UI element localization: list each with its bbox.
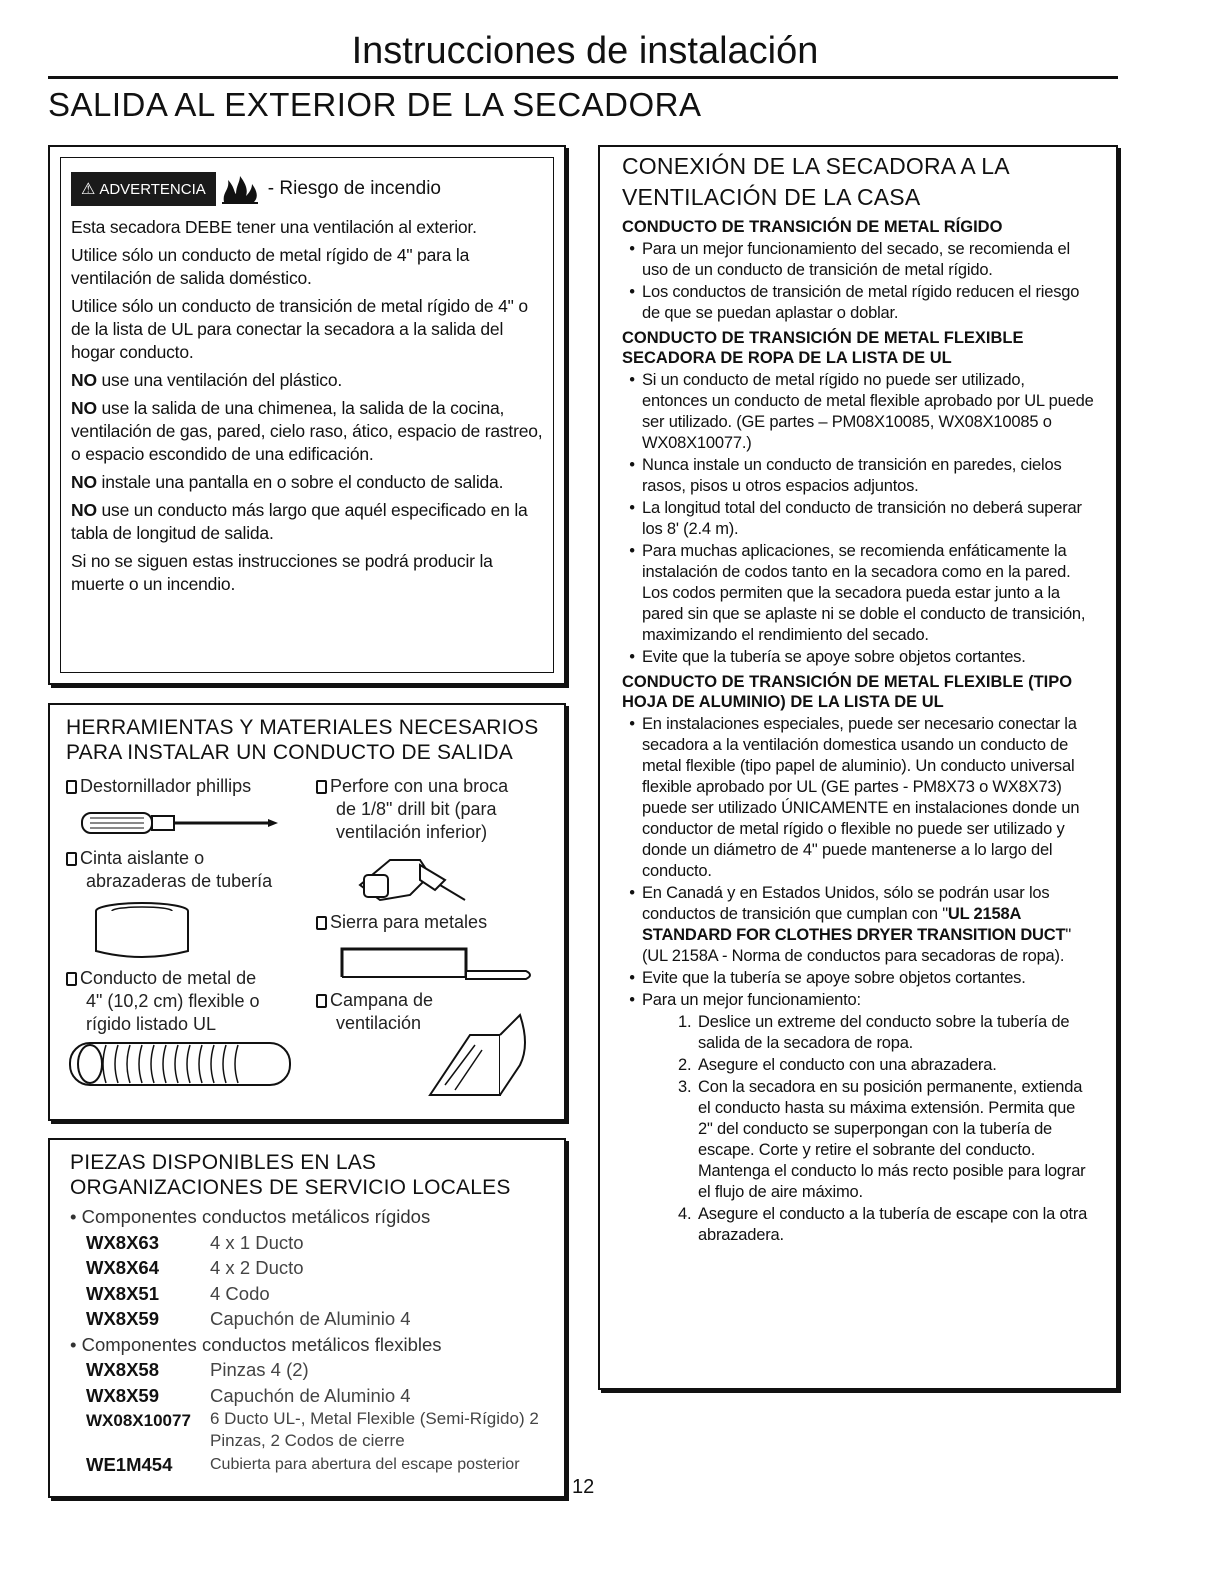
bullet-icon: • (629, 240, 635, 258)
tools-box (48, 703, 566, 1121)
tool-vent-hood (316, 989, 433, 1035)
bullet-text: Para muchas aplicaciones, se recomienda enfáticamente la instalación de codos tanto en la secadora como en la pared. Los codos permiten que la secadora pueda estar junto a la pared sin que se aplaste ni se doble el conducto de transición, maximizando el rendimiento del secado. (642, 542, 1086, 644)
bullet-icon: • (629, 542, 635, 560)
bullet-text: En instalaciones especiales, puede ser necesario conectar la secadora a la ventilación domestica usando un conducto de metal flexible (tipo papel de aluminio). Un conducto universal flexible aprobado por UL (GE partes - PM8X73 o WX8X73) puede ser utilizado ÚNICAMENTE en instalaciones donde un conductor de metal rígido o flexible no puede ser utilizado y donde un diámetro de 4" puede mantenerse a lo largo del conducto. (642, 715, 1080, 880)
screwdriver-icon (80, 808, 280, 838)
connection-heading: VENTILACIÓN DE LA CASA (622, 184, 921, 210)
bullet-item (622, 541, 1094, 646)
bullet-text: La longitud total del conducto de transición no deberá superar los 8' (2.4 m). (642, 499, 1082, 538)
step-number: 3. (678, 1078, 692, 1096)
parts-heading: PIEZAS DISPONIBLES EN LAS (70, 1151, 377, 1174)
section-title: SALIDA AL EXTERIOR DE LA SECADORA (48, 86, 702, 123)
bullet-text: Evite que la tubería se apoye sobre objetos cortantes. (642, 648, 1026, 666)
bullet-icon: • (629, 991, 635, 1009)
bullet-icon: • (629, 648, 635, 666)
no-text: use un conducto más largo que aquél especificado en la tabla de longitud de salida. (71, 500, 528, 543)
step-number: 4. (678, 1205, 692, 1223)
header-rule (48, 76, 1118, 79)
part-code: WX08X10077 (86, 1411, 191, 1430)
tape-roll-icon (92, 901, 192, 961)
tool-label: abrazaderas de tubería (86, 871, 273, 891)
warning-text: Utilice sólo un conducto de transición de metal rígido de 4" o de la lista de UL para conectar la secadora a la salida del hogar conducto. (71, 296, 528, 362)
fire-icon (220, 174, 260, 204)
drill-icon (350, 845, 470, 905)
bullet-item (622, 455, 1094, 497)
tool-label: Destornillador phillips (80, 776, 252, 796)
text-part: En Canadá y en Estados Unidos, sólo se podrán usar los conductos de transición que cumplan con " (642, 884, 1050, 923)
no-label: NO (71, 472, 97, 492)
step-text: Deslice un extreme del conducto sobre la tubería de salida de la secadora de ropa. (698, 1013, 1070, 1052)
checkbox-icon (316, 780, 327, 794)
bullet-item (622, 370, 1094, 454)
tool-saw (316, 911, 487, 934)
vent-hood-icon (420, 1005, 530, 1105)
bullet-item (622, 498, 1094, 540)
checkbox-icon (316, 994, 327, 1008)
standard-name: UL 2158A STANDARD FOR CLOTHES DRYER TRANSITION DUCT (642, 905, 1066, 944)
checkbox-icon (66, 780, 77, 794)
tool-label: Conducto de metal de (80, 968, 257, 988)
bullet-text: Los conductos de transición de metal rígido reducen el riesgo de que se puedan aplastar o doblar. (642, 283, 1080, 322)
checkbox-icon (316, 916, 327, 930)
text-part: " (UL 2158A - Norma de conductos para secadoras de ropa). (642, 926, 1072, 965)
bullet-text: Nunca instale un conducto de transición en paredes, cielos rasos, pisos u otros espacios adjuntos. (642, 456, 1062, 495)
part-row (70, 1255, 544, 1281)
part-row (70, 1230, 544, 1256)
numbered-step (622, 1055, 1094, 1076)
numbered-step (622, 1012, 1094, 1054)
warning-inner (60, 157, 554, 673)
warning-badge (71, 172, 216, 206)
parts-heading: ORGANIZACIONES DE SERVICIO LOCALES (70, 1176, 511, 1199)
foil-subheading: CONDUCTO DE TRANSICIÓN DE METAL FLEXIBLE (TIPO HOJA DE ALUMINIO) DE LA LISTA DE UL (622, 673, 1073, 711)
part-desc: Capuchón de Aluminio 4 (210, 1384, 411, 1406)
parts-box (48, 1138, 566, 1498)
page-number: 12 (572, 1476, 595, 1498)
no-text: use la salida de una chimenea, la salida de la cocina, ventilación de gas, pared, cielo raso, ático, espacio de rastreo, o espacio escondido de una edificación. (71, 398, 543, 464)
bullet-text: Para un mejor funcionamiento del secado, se recomienda el uso de un conducto de transición de metal rígido. (642, 240, 1070, 279)
bullet-icon: • (629, 715, 635, 733)
part-code: WX8X59 (86, 1384, 160, 1406)
bullet-icon: • (629, 884, 635, 902)
warning-risk-label: - Riesgo de incendio (267, 178, 441, 199)
part-row (70, 1408, 544, 1452)
bullet-text (642, 883, 1094, 967)
bullet-item (622, 239, 1094, 281)
tool-tape (66, 847, 272, 893)
warning-header (71, 172, 543, 206)
bullet-icon: • (629, 456, 635, 474)
connection-heading: CONEXIÓN DE LA SECADORA A LA (622, 153, 1010, 179)
tool-duct (66, 967, 259, 1036)
step-text: Con la secadora en su posición permanente, extienda el conducto hasta su máxima extensión. Permita que 2" del conducto se superpongan con la tubería de escape. Corte y retire el sobrante del conducto. Mantenga el conducto lo más recto posible para lograr el flujo de aire máximo. (698, 1078, 1086, 1201)
bullet-item (622, 990, 1094, 1011)
step-text: Asegure el conducto con una abrazadera. (698, 1056, 997, 1074)
part-row (70, 1281, 544, 1307)
category-label: Componentes conductos metálicos rígidos (81, 1206, 431, 1227)
connection-box (598, 145, 1118, 1390)
part-code: WX8X58 (86, 1359, 160, 1380)
no-label: NO (71, 398, 97, 418)
part-code: WX8X51 (86, 1282, 160, 1304)
tool-label: Perfore con una broca (330, 776, 509, 796)
no-label: NO (71, 370, 97, 390)
warning-no-item (71, 397, 543, 466)
step-number: 1. (678, 1013, 692, 1031)
numbered-step (622, 1204, 1094, 1246)
bullet-icon: • (629, 283, 635, 301)
part-desc: 6 Ducto UL-, Metal Flexible (Semi-Rígido) 2 Pinzas, 2 Codos de cierre (210, 1409, 539, 1450)
bullet-item (622, 968, 1094, 989)
step-number: 2. (678, 1056, 692, 1074)
part-code: WX8X64 (86, 1257, 160, 1278)
part-desc: Pinzas 4 (2) (210, 1359, 309, 1380)
bullet-text: Para un mejor funcionamiento: (642, 991, 861, 1009)
category-label: Componentes conductos metálicos flexibles (81, 1333, 442, 1355)
warning-no-item (71, 499, 543, 545)
hacksaw-icon (336, 943, 536, 983)
flexible-duct-icon (66, 1039, 294, 1089)
parts-category: • Componentes conductos metálicos rígidos (70, 1206, 431, 1227)
checkbox-icon (66, 852, 77, 866)
tool-label: 4" (10,2 cm) flexible o (86, 991, 260, 1011)
part-desc: 4 x 2 Ducto (210, 1257, 304, 1278)
part-code: WX8X59 (86, 1308, 160, 1329)
tool-label: ventilación (336, 1013, 422, 1033)
tool-label: Sierra para metales (330, 912, 488, 932)
warning-no-item (71, 369, 543, 392)
part-desc: 4 x 1 Ducto (210, 1231, 304, 1253)
flex-subheading: CONDUCTO DE TRANSICIÓN DE METAL FLEXIBLE SECADORA DE ROPA DE LA LISTA DE UL (622, 329, 1024, 367)
checkbox-icon (66, 972, 77, 986)
tool-label: ventilación inferior) (336, 822, 488, 842)
warning-badge-label: ADVERTENCIA (99, 180, 206, 198)
bullet-item (622, 282, 1094, 324)
bullet-icon: • (629, 969, 635, 987)
no-text: use una ventilación del plástico. (96, 370, 343, 390)
tool-drill (316, 775, 508, 844)
step-text: Asegure el conducto a la tubería de escape con la otra abrazadera. (698, 1205, 1088, 1244)
tool-label: de 1/8" drill bit (para (336, 799, 497, 819)
warning-triangle-icon: ⚠ (81, 181, 96, 198)
page-header-title: Instrucciones de instalación (351, 30, 819, 72)
bullet-text: Evite que la tubería se apoye sobre objetos cortantes. (642, 969, 1026, 987)
part-desc: 4 Codo (210, 1282, 270, 1304)
part-row (70, 1383, 544, 1409)
bullet-item (622, 647, 1094, 668)
tool-label: Cinta aislante o (80, 848, 205, 868)
no-text: instale una pantalla en o sobre el conducto de salida. (96, 472, 504, 492)
part-desc: Capuchón de Aluminio 4 (210, 1308, 411, 1329)
warning-no-item (71, 471, 543, 494)
bullet-icon: • (629, 499, 635, 517)
tool-screwdriver (66, 775, 251, 798)
warning-text: Utilice sólo un conducto de metal rígido de 4" para la ventilación de salida doméstico. (71, 245, 470, 288)
part-desc: Cubierta para abertura del escape posterior (210, 1456, 520, 1473)
numbered-step (622, 1077, 1094, 1203)
bullet-icon: • (629, 371, 635, 389)
part-row (70, 1357, 544, 1383)
part-code: WE1M454 (86, 1454, 173, 1475)
warning-text: Esta secadora DEBE tener una ventilación al exterior. (71, 217, 477, 237)
no-label: NO (71, 500, 97, 520)
part-row (70, 1452, 544, 1478)
warning-text: Si no se siguen estas instrucciones se podrá producir la muerte o un incendio. (71, 551, 493, 594)
part-code: WX8X63 (86, 1231, 160, 1253)
rigid-subheading: CONDUCTO DE TRANSICIÓN DE METAL RÍGIDO (622, 218, 1003, 236)
tools-heading: HERRAMIENTAS Y MATERIALES NECESARIOS (66, 716, 539, 739)
bullet-item (622, 883, 1094, 967)
bullet-item (622, 714, 1094, 882)
tools-heading: PARA INSTALAR UN CONDUCTO DE SALIDA (66, 741, 513, 764)
parts-category: • Componentes conductos metálicos flexibles (70, 1333, 442, 1355)
warning-box (48, 145, 566, 685)
tool-label: Campana de (330, 990, 434, 1010)
part-row (70, 1306, 544, 1332)
tool-label: rígido listado UL (86, 1014, 217, 1034)
bullet-text: Si un conducto de metal rígido no puede ser utilizado, entonces un conducto de metal flexible aprobado por UL puede ser utilizado. (GE partes – PM08X10085, WX08X10085 o WX08X10077.) (642, 371, 1094, 452)
